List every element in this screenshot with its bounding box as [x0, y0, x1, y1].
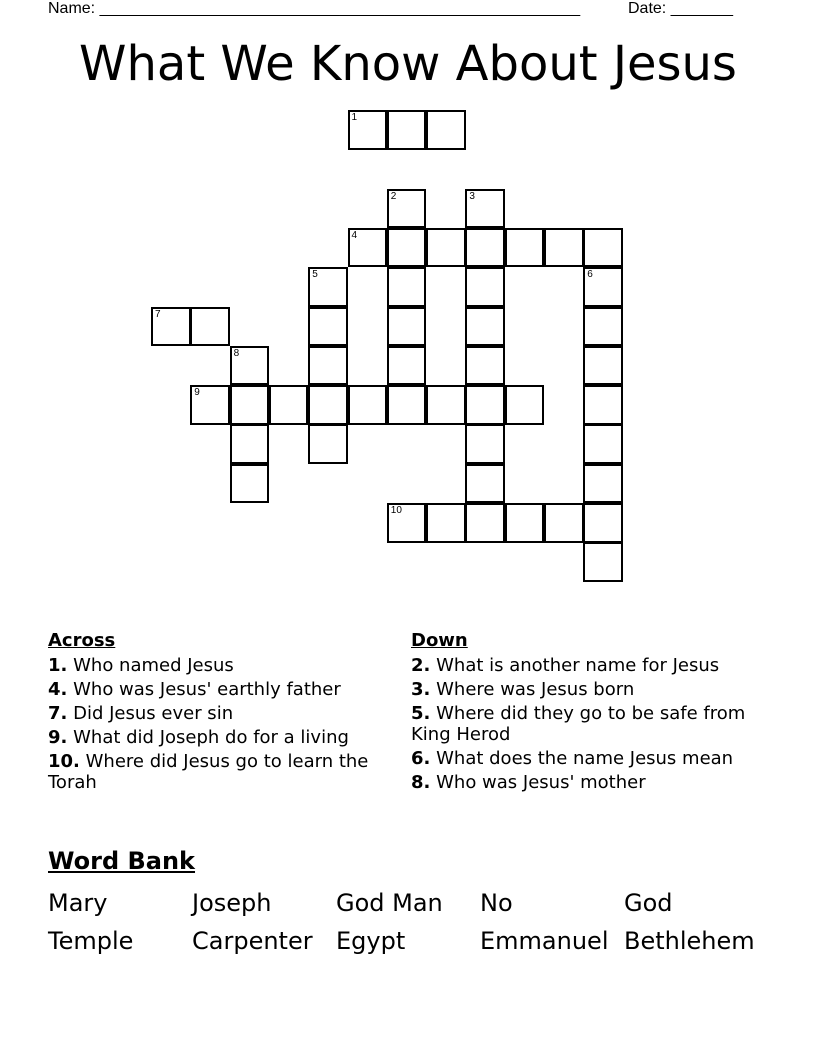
crossword-cell[interactable] — [348, 385, 388, 425]
word-bank-heading: Word Bank — [48, 847, 196, 875]
clue-text: Did Jesus ever sin — [73, 703, 234, 724]
cell-number: 9 — [194, 387, 200, 399]
crossword-cell[interactable] — [151, 307, 191, 347]
crossword-cell[interactable] — [308, 385, 348, 425]
clue-text: Where was Jesus born — [436, 679, 635, 700]
clue-number: 6. — [411, 748, 431, 769]
clue-across-4 — [48, 679, 398, 700]
clue-text: Who was Jesus' mother — [436, 772, 646, 793]
crossword-cell[interactable] — [308, 346, 348, 386]
clue-number: 7. — [48, 703, 68, 724]
crossword-cell[interactable] — [426, 503, 466, 543]
crossword-cell[interactable] — [230, 424, 270, 464]
crossword-cell[interactable] — [426, 385, 466, 425]
crossword-cell[interactable] — [387, 228, 427, 268]
crossword-cell[interactable] — [230, 385, 270, 425]
across-clues — [48, 630, 398, 796]
crossword-cell[interactable] — [190, 385, 230, 425]
clue-text: Who was Jesus' earthly father — [73, 679, 341, 700]
across-heading: Across — [48, 630, 116, 651]
crossword-cell[interactable] — [505, 228, 545, 268]
crossword-cell[interactable] — [465, 307, 505, 347]
clue-number: 8. — [411, 772, 431, 793]
word-bank-item: Joseph — [192, 889, 272, 917]
clue-text: What is another name for Jesus — [436, 655, 720, 676]
clue-text: What does the name Jesus mean — [436, 748, 734, 769]
clue-text: Where did Jesus go to learn the Torah — [48, 751, 369, 793]
cell-number: 3 — [469, 190, 475, 202]
clue-number: 10. — [48, 751, 80, 772]
word-bank-item: Bethlehem — [624, 927, 755, 955]
cell-number: 1 — [351, 112, 358, 123]
crossword-cell[interactable] — [583, 267, 623, 307]
crossword-cell[interactable] — [387, 503, 427, 543]
crossword-cell[interactable] — [387, 307, 427, 347]
clue-text: Who named Jesus — [73, 655, 234, 676]
cell-number: 5 — [312, 269, 318, 281]
clue-down-2 — [411, 655, 756, 676]
clue-across-1 — [48, 655, 398, 676]
word-bank-item: Temple — [48, 927, 134, 955]
crossword-cell[interactable] — [583, 464, 623, 504]
word-bank-item: Carpenter — [192, 927, 313, 955]
word-bank-list — [48, 884, 768, 960]
crossword-cell[interactable] — [505, 385, 545, 425]
crossword-cell[interactable] — [544, 503, 584, 543]
crossword-cell[interactable] — [583, 346, 623, 386]
word-bank-item: No — [480, 889, 513, 917]
clue-number: 1. — [48, 655, 68, 676]
crossword-cell[interactable] — [465, 503, 505, 543]
crossword-cell[interactable] — [505, 503, 545, 543]
crossword-cell[interactable] — [308, 267, 348, 307]
clue-text: What did Joseph do for a living — [73, 727, 349, 748]
crossword-cell[interactable] — [348, 110, 388, 150]
crossword-cell[interactable] — [387, 385, 427, 425]
clue-text: Where did they go to be safe from King Herod — [411, 703, 746, 745]
word-bank-item: God — [624, 889, 673, 917]
clue-down-6 — [411, 748, 756, 769]
clue-number: 3. — [411, 679, 431, 700]
clue-across-10 — [48, 751, 398, 793]
crossword-cell[interactable] — [465, 385, 505, 425]
crossword-cell[interactable] — [230, 464, 270, 504]
word-bank-item: Egypt — [336, 927, 406, 955]
crossword-cell[interactable] — [465, 228, 505, 268]
word-bank-item: Emmanuel — [480, 927, 609, 955]
word-bank-item: God Man — [336, 889, 443, 917]
crossword-cell[interactable] — [387, 267, 427, 307]
crossword-cell[interactable] — [583, 228, 623, 268]
clue-across-9 — [48, 727, 398, 748]
clue-number: 5. — [411, 703, 431, 724]
clue-number: 2. — [411, 655, 431, 676]
down-heading: Down — [411, 630, 468, 651]
clue-down-3 — [411, 679, 756, 700]
crossword-cell[interactable] — [190, 307, 230, 347]
crossword-cell[interactable] — [583, 307, 623, 347]
crossword-cell[interactable] — [426, 228, 466, 268]
cell-number: 8 — [233, 347, 240, 359]
crossword-cell[interactable] — [230, 346, 270, 386]
cell-number: 6 — [587, 269, 593, 281]
crossword-cell[interactable] — [465, 346, 505, 386]
clue-down-8 — [411, 772, 756, 793]
crossword-cell[interactable] — [583, 385, 623, 425]
word-bank — [48, 846, 768, 960]
cell-number: 4 — [351, 229, 358, 241]
crossword-cell[interactable] — [465, 189, 505, 229]
word-bank-item: Mary — [48, 889, 108, 917]
crossword-cell[interactable] — [348, 228, 388, 268]
cell-number: 7 — [155, 308, 161, 320]
crossword-cell[interactable] — [583, 503, 623, 543]
crossword-cell[interactable] — [465, 464, 505, 504]
crossword-cell[interactable] — [583, 424, 623, 464]
crossword-cell[interactable] — [387, 346, 427, 386]
clue-number: 4. — [48, 679, 68, 700]
crossword-cell[interactable] — [308, 424, 348, 464]
crossword-cell[interactable] — [426, 110, 466, 150]
down-clues — [411, 630, 756, 796]
date-line[interactable]: Date: _______ — [628, 0, 733, 17]
crossword-cell[interactable] — [387, 189, 427, 229]
cell-number: 10 — [390, 505, 402, 516]
cell-number: 2 — [390, 190, 397, 202]
crossword-cell[interactable] — [387, 110, 427, 150]
crossword-cell[interactable] — [583, 542, 623, 582]
crossword-cell[interactable] — [544, 228, 584, 268]
crossword-cell[interactable] — [465, 267, 505, 307]
name-line[interactable]: Name: ______________________________________________________ — [48, 0, 581, 17]
crossword-cell[interactable] — [269, 385, 309, 425]
clue-across-7 — [48, 703, 398, 724]
crossword-cell[interactable] — [465, 424, 505, 464]
crossword-cell[interactable] — [308, 307, 348, 347]
clue-down-5 — [411, 703, 756, 745]
clue-number: 9. — [48, 727, 68, 748]
page-title: What We Know About Jesus — [79, 36, 737, 92]
